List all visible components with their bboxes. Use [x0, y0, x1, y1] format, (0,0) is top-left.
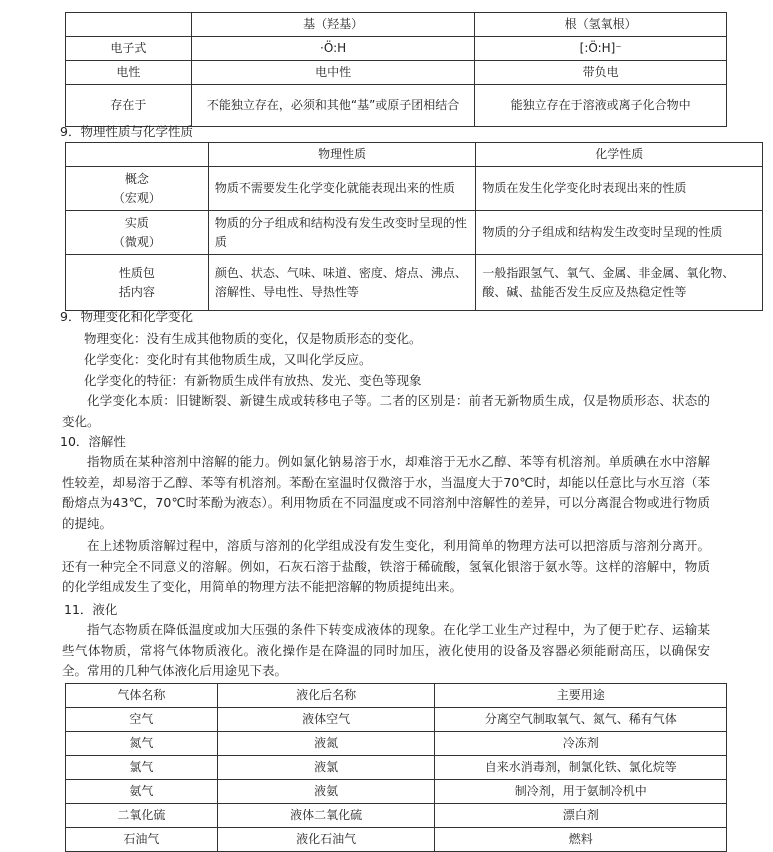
table-radical-vs-ion	[65, 12, 727, 127]
table-header-cell: 化学性质	[476, 143, 763, 167]
table-cell: 物质的分子组成和结构没有发生改变时呈现的性质	[208, 211, 476, 255]
table-row	[66, 255, 763, 311]
electron-formula-radical: ·Ö:H	[191, 37, 475, 61]
table-cell: 冷冻剂	[435, 732, 727, 756]
table-row	[66, 828, 727, 852]
table-row	[66, 732, 727, 756]
table-cell: 制冷剂，用于氨制冷机中	[435, 780, 727, 804]
table-row	[66, 756, 727, 780]
table-cell: 燃料	[435, 828, 727, 852]
table-cell: 存在于	[66, 85, 192, 127]
table-cell: 分离空气制取氧气、氮气、稀有气体	[435, 708, 727, 732]
section-heading: 10．溶解性	[60, 434, 126, 449]
table-header-row	[66, 143, 763, 167]
table-cell: 液氯	[217, 756, 435, 780]
table-cell: 自来水消毒剂，制氯化铁、氯化烷等	[435, 756, 727, 780]
table-cell: 带负电	[475, 61, 727, 85]
table-cell: 氨气	[66, 780, 218, 804]
table-header-cell: 主要用途	[435, 684, 727, 708]
table-cell: 物质不需要发生化学变化就能表现出来的性质	[208, 167, 476, 211]
text-paragraph: 指气态物质在降低温度或加大压强的条件下转变成液体的现象。在化学工业生产过程中，为了便于贮存、运输某些气体物质，常将气体物质液化。液化操作是在降温的同时加压，液化使用的设备及容器必须能耐高压，以确保安全。常用的几种气体液化后用途见下表。	[62, 622, 710, 678]
table-cell: 实质 （微观）	[66, 211, 209, 255]
table-row	[66, 708, 727, 732]
text-line: 化学变化的特征：有新物质生成伴有放热、发光、变色等现象	[84, 373, 422, 388]
table-cell: 二氧化硫	[66, 804, 218, 828]
table-physical-chemical-properties	[65, 142, 763, 311]
text-paragraph: 在上述物质溶解过程中，溶质与溶剂的化学组成没有发生变化，利用简单的物理方法可以把溶质与溶剂分离开。还有一种完全不同意义的溶解。例如，石灰石溶于盐酸，铁溶于稀硫酸，氢氧化银溶于氨水等。这样的溶解中，物质的化学组成发生了变化，用简单的物理方法不能把溶解的物质提纯出来。	[62, 538, 710, 594]
table-header-cell	[66, 13, 192, 37]
table-row	[66, 167, 763, 211]
table-row	[66, 211, 763, 255]
table-cell: 概念 （宏观）	[66, 167, 209, 211]
table-row	[66, 780, 727, 804]
table-cell: 物质在发生化学变化时表现出来的性质	[476, 167, 763, 211]
table-row	[66, 61, 727, 85]
table-cell: 石油气	[66, 828, 218, 852]
table-cell: 漂白剂	[435, 804, 727, 828]
table-cell: 液化石油气	[217, 828, 435, 852]
table-cell: 能独立存在于溶液或离子化合物中	[475, 85, 727, 127]
table-header-cell	[66, 143, 209, 167]
electron-formula-ion: [:Ö:H]⁻	[475, 37, 727, 61]
table-cell: 电子式	[66, 37, 192, 61]
table-cell: 物质的分子组成和结构发生改变时呈现的性质	[476, 211, 763, 255]
text-line: 物理变化：没有生成其他物质的变化，仅是物质形态的变化。	[84, 331, 422, 346]
table-header-row	[66, 13, 727, 37]
table-row	[66, 804, 727, 828]
table-header-cell: 基（羟基）	[191, 13, 475, 37]
table-cell: 氯气	[66, 756, 218, 780]
table-cell: 性质包 括内容	[66, 255, 209, 311]
table-cell: 液体空气	[217, 708, 435, 732]
table-cell: 液体二氧化硫	[217, 804, 435, 828]
table-header-cell: 液化后名称	[217, 684, 435, 708]
table-row	[66, 37, 727, 61]
table-header-cell: 物理性质	[208, 143, 476, 167]
text-paragraph: 指物质在某种溶剂中溶解的能力。例如氯化钠易溶于水，却难溶于无水乙醇、苯等有机溶剂。单质碘在水中溶解性较差，却易溶于乙醇、苯等有机溶剂。苯酚在室温时仅微溶于水，当温度大于70℃时，却能以任意比与水互溶（苯酚熔点为43℃，70℃时苯酚为液态）。利用物质在不同温度或不同溶剂中溶解性的差异，可以分离混合物或进行物质的提纯。	[62, 454, 710, 531]
table-header-cell: 根（氢氧根）	[475, 13, 727, 37]
table-cell: 液氮	[217, 732, 435, 756]
section-heading: 9．物理性质与化学性质	[60, 124, 193, 139]
section-heading: 9．物理变化和化学变化	[60, 309, 193, 324]
table-cell: 一般指跟氢气、氧气、金属、非金属、氧化物、酸、碱、盐能否发生反应及热稳定性等	[476, 255, 763, 311]
table-cell: 液氨	[217, 780, 435, 804]
table-row	[66, 85, 727, 127]
table-cell: 空气	[66, 708, 218, 732]
table-cell: 氮气	[66, 732, 218, 756]
section-heading: 11．液化	[64, 602, 118, 617]
table-cell: 颜色、状态、气味、味道、密度、熔点、沸点、溶解性、导电性、导热性等	[208, 255, 476, 311]
text-paragraph: 化学变化本质：旧键断裂、新键生成或转移电子等。二者的区别是：前者无新物质生成，仅是物质形态、状态的变化。	[62, 393, 710, 429]
table-cell: 不能独立存在，必须和其他“基”或原子团相结合	[191, 85, 475, 127]
table-gas-liquefaction	[65, 683, 727, 852]
table-header-row	[66, 684, 727, 708]
table-cell: 电性	[66, 61, 192, 85]
table-header-cell: 气体名称	[66, 684, 218, 708]
table-cell: 电中性	[191, 61, 475, 85]
text-line: 化学变化：变化时有其他物质生成，又叫化学反应。	[84, 352, 372, 367]
